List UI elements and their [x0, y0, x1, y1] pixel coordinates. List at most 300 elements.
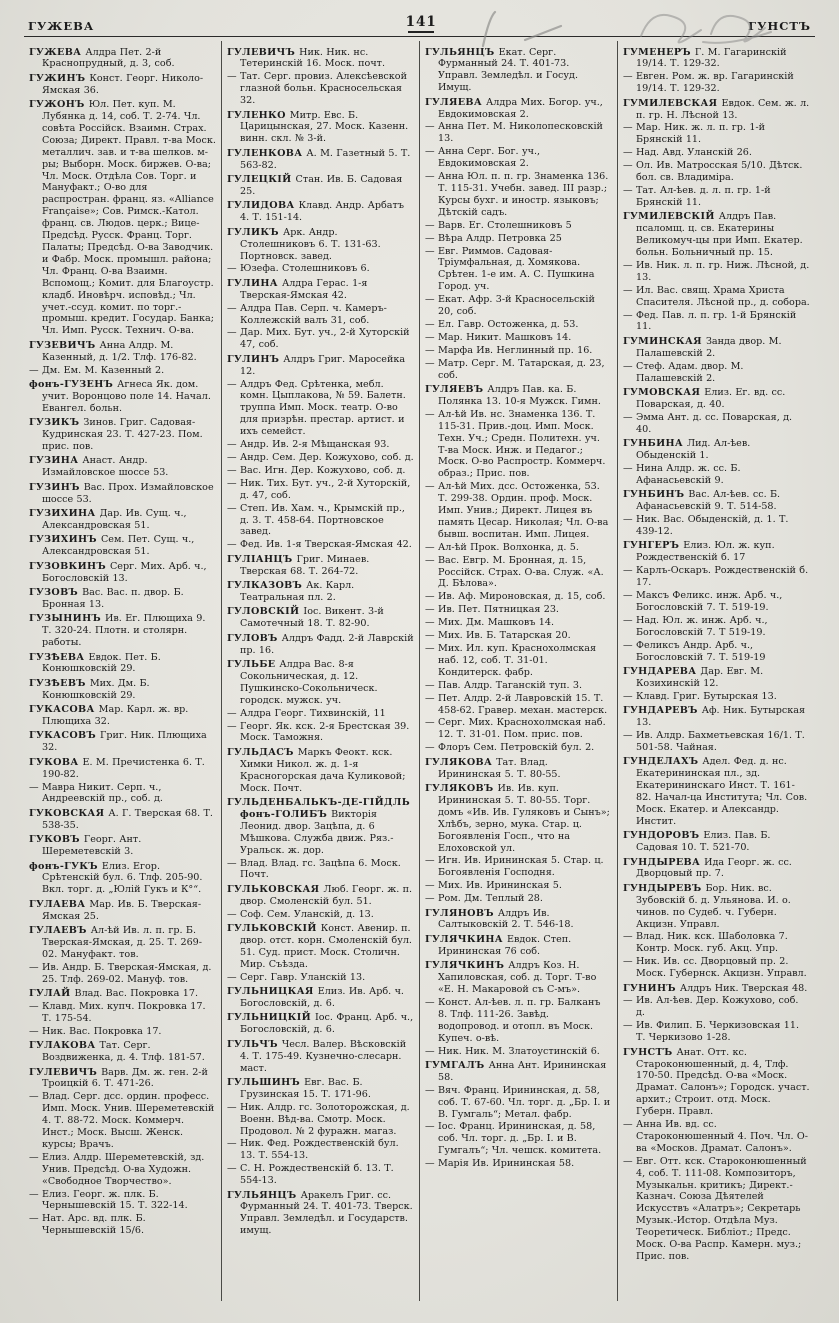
ditto-dash: — — [425, 591, 435, 603]
entry-surname: ГУЗОВЪ — [29, 586, 83, 598]
header-right-keyword: ГУНСТЪ — [748, 19, 811, 33]
directory-entry: — Флоръ Сем. Петровскій бул. 2. — [425, 742, 595, 754]
ditto-dash: — — [29, 1188, 39, 1200]
directory-entry: ГУЛАЕВЪ Ал-ѣй Ив. л. п. гр. Б. Тверская-Ямская, д. 25. Т. 269-02. Мануфакт. тов. — [29, 925, 203, 960]
directory-entry: — Екат. Афр. 3-й Красносельскій 20, соб. — [425, 294, 595, 318]
directory-entry: — Стеф. Адам. двор. М. Палашевскій 2. — [623, 360, 744, 384]
directory-column-4 — [617, 41, 815, 1301]
directory-entry: ГУЛЬНИЦКАЯ Елиз. Ив. Арб. ч. Богословскій, д. 6. — [227, 986, 404, 1009]
directory-entry: — Евген. Ром. ж. вр. Гагаринскій 19/14. Т. 129-32. — [623, 71, 794, 95]
ditto-dash: — — [425, 219, 435, 231]
ditto-dash: — — [623, 565, 633, 577]
directory-page — [24, 12, 815, 1301]
ditto-dash: — — [425, 357, 435, 369]
directory-columns — [24, 41, 815, 1301]
directory-entry: — Ник. Алдр. гс. Золоторожская, д. Военн. Вѣд-ва. Смотр. Моск. Продовол. № 2 фуражн. магаз. — [227, 1101, 410, 1137]
entry-surname: ГУКОВЪ — [29, 834, 84, 846]
ditto-dash: — — [425, 294, 435, 306]
ditto-dash: — — [29, 1151, 39, 1163]
directory-entry: ГУЛИКЪ Арк. Андр. Столешниковъ 6. Т. 131-63. Портновск. завед. — [227, 226, 381, 262]
ditto-dash: — — [29, 1213, 39, 1225]
directory-entry: — Серг. Мих. Краснохолмская наб. 12. Т. 31-01. Пом. прис. пов. — [425, 717, 606, 741]
directory-entry: ГУНДЫРЕВЪ Бор. Ник. вс. Зубовскій б. д. Ульянова. И. о. чинов. по Судеб. ч. Губерн. Акцизн. Управл. — [623, 882, 791, 930]
directory-entry: — Алдръ Фед. Срѣтенка, мебл. комн. Цыплакова, № 59. Балетн. труппа Имп. Моск. театр. О-во для призрѣн. престар. артист. и ихъ семейст. — [227, 378, 406, 438]
ditto-dash: — — [425, 245, 435, 257]
entry-surname: ГУКОВСКАЯ — [29, 807, 109, 819]
directory-entry: — Анна Пет. М. Николопесковскій 13. — [425, 121, 603, 145]
directory-entry: — Фед. Ив. 1-я Тверская-Ямская 42. — [227, 539, 412, 551]
directory-entry: — Ник. Ник. М. Златоустинскій 6. — [425, 1045, 600, 1057]
entry-surname: ГУНИНЪ — [623, 982, 680, 994]
ditto-dash: — — [227, 263, 237, 275]
directory-entry: — Вѣра Алдр. Петровка 25 — [425, 232, 562, 244]
entry-surname: ГУНСТЪ — [623, 1046, 677, 1058]
ditto-dash: — — [623, 462, 633, 474]
directory-entry: — Мих. Ил. куп. Краснохолмская наб. 12, соб. Т. 31-01. Кондитерск. фабр. — [425, 643, 597, 678]
directory-entry: ГУКОВА Е. М. Пречистенка 6. Т. 190-82. — [29, 756, 205, 780]
entry-surname: ГУЖЕВА — [29, 46, 86, 58]
directory-entry: — Степ. Ив. Хам. ч., Крымскій пр., д. 3. Т. 458-64. Портновское завед. — [227, 502, 405, 538]
entry-surname: ГУЛЕНКОВА — [227, 147, 307, 159]
ditto-dash: — — [29, 1025, 39, 1037]
entry-surname: ГУНДАРЕВЪ — [623, 705, 702, 717]
entry-surname: ГУЗИНА — [29, 455, 83, 467]
directory-entry: ГУЛЯЕВЪ Алдръ Пав. ка. Б. Полянка 13. 10-я Мужск. Гимн. — [425, 383, 601, 407]
ditto-dash: — — [623, 1119, 633, 1131]
entry-surname: ГУЛИКЪ — [227, 226, 283, 238]
ditto-dash: — — [227, 439, 237, 451]
directory-entry: — Анна Серг. Бог. уч., Евдокимовская 2. — [425, 146, 541, 170]
entry-surname: ГУЛЕНКО — [227, 109, 290, 121]
directory-entry: ГУМОВСКАЯ Елиз. Ег. вд. сс. Поварская, д. 40. — [623, 386, 786, 410]
entry-surname: ГУЛЕВИЧЪ — [29, 1066, 102, 1078]
directory-entry: ГУНБИНЪ Вас. Ал-ѣев. сс. Б. Афанасьевскій 9. Т. 514-58. — [623, 489, 781, 513]
directory-entry: — Андр. Ив. 2-я Мѣщанская 93. — [227, 439, 390, 451]
directory-entry: — Мар. Ник. ж. л. п. гр. 1-й Брянскій 11. — [623, 122, 766, 146]
directory-entry: — Алдра Пав. Серп. ч. Камеръ-Коллежскій валъ 31, соб. — [227, 302, 387, 326]
directory-entry: — Соф. Сем. Уланскій, д. 13. — [227, 908, 374, 920]
directory-column-2 — [221, 41, 419, 1301]
directory-entry: — Ром. Дм. Теплый 28. — [425, 893, 543, 905]
ditto-dash: — — [425, 679, 435, 691]
directory-entry: ГУЛЕЦКІЙ Стан. Ив. Б. Садовая 25. — [227, 174, 403, 197]
entry-surname: ГУЛИДОВА — [227, 200, 299, 212]
ditto-dash: — — [425, 1084, 435, 1096]
directory-entry: — Вяч. Франц. Ирининская, д. 58, соб. Т. 67-60. Чл. торг. д. „Бр. І. и В. Гумгаль“; Метал. фабр. — [425, 1084, 611, 1120]
directory-entry: — Марія Ив. Ирининская 58. — [425, 1158, 575, 1170]
ditto-dash: — — [623, 1155, 633, 1167]
ditto-dash: — — [227, 502, 237, 514]
entry-surname: ГУНБИНА — [623, 438, 688, 450]
ditto-dash: — — [425, 1158, 435, 1170]
directory-entry: — Георг. Як. кск. 2-я Брестская 39. Моск. Таможня. — [227, 720, 410, 744]
ditto-dash: — — [425, 617, 435, 629]
ditto-dash: — — [227, 1163, 237, 1175]
directory-entry: ГУЗОВКИНЪ Серг. Мих. Арб. ч., Богословскій 13. — [29, 560, 207, 584]
running-header — [24, 12, 815, 37]
entry-surname: ГУМОВСКАЯ — [623, 386, 705, 398]
directory-entry: — Елиз. Алдр. Шереметевскій, зд. Унив. Предсѣд. О-ва Художн. «Свободное Творчество». — [29, 1151, 205, 1187]
directory-entry: — Над. Авд. Уланскій 26. — [623, 147, 752, 159]
entry-surname: ГУЛІАНЦЪ — [227, 553, 297, 565]
directory-entry: — Анна Ив. вд. сс. Староконюшенный 4. Поч. Чл. О-ва «Москов. Драмат. Салонъ». — [623, 1119, 808, 1154]
directory-entry: — Влад. Ник. кск. Шаболовка 7. Контр. Моск. губ. Акц. Упр. — [623, 931, 788, 955]
directory-entry: ГУЛЬДЕНБАЛЬКЪ-ДЕ-ГІЙДЛЬ фонъ-ГОЛИБЪ Викторія Леонид. двор. Зацѣпа, д. 6 Мѣшкова. Служба движ. Ряз.-Уральск. ж. дор. — [227, 796, 410, 856]
ditto-dash: — — [425, 318, 435, 330]
directory-entry: ГУЛОВЪ Алдръ Фадд. 2-й Лаврскій пр. 16. — [227, 632, 414, 656]
entry-surname: ГУНДАРЕВА — [623, 665, 701, 677]
entry-surname: ГУЛЯНОВЪ — [425, 907, 498, 919]
ditto-dash: — — [623, 956, 633, 968]
entry-surname: ГУЗѢЕВЪ — [29, 677, 90, 689]
directory-entry: ГУНДЫРЕВА Ида Георг. ж. сс. Дворцовый пр. 7. — [623, 856, 792, 880]
ditto-dash: — — [425, 481, 435, 493]
directory-entry: ГУЖОНЪ Юл. Пет. куп. М. Лубянка д. 14, соб. Т. 2-74. Чл. совѣта Россійск. Взаимн. Страх. Союза; Директ. Правл. т-ва Моск. металлич. зав. и т-ва шелков. м-ры; Выборн. Моск. биржев. О-ва; Чл. Моск. Отдѣла Сов. Торг. и Мануфакт.; О-во для распростран. франц. яз. «Alliance Française»; Сов. Римск.-Катол. франц. св. Людов. церк.; Вице-Предсѣд. Русск. Франц. Торг. Палаты; Предсѣд. О-ва Заводчик. и Фабр. Моск. промышл. района; Чл. Франц. О-ва Взаимн. Вспомощ.; Комит. для Благоустр. кладб. Иновѣрч. исповѣд.; Чл. учет.-ссуд. комит. по торг.-промыш. кредит. Государ. Банка; Чл. Имп. Русск. Технич. О-ва. — [29, 99, 216, 337]
entry-surname: ГУКОВА — [29, 756, 83, 768]
directory-entry: — Мавра Никит. Серп. ч., Андреевскій пр., соб. д. — [29, 781, 163, 805]
ditto-dash: — — [227, 327, 237, 339]
ditto-dash: — — [425, 717, 435, 729]
directory-entry: — Нат. Арс. вд. плк. Б. Чернышевскій 15/6. — [29, 1213, 146, 1237]
directory-entry: ГУКОВЪ Георг. Ант. Шереметевскій 3. — [29, 834, 142, 858]
directory-entry: ГУНДАРЕВА Дар. Евг. М. Козихинскій 12. — [623, 665, 764, 689]
directory-entry: — Вас. Евгр. М. Бронная, д. 15, Россійск. Страх. О-ва. Служ. «А. Д. Бѣлова». — [425, 554, 604, 590]
directory-entry: — Ил. Вас. свящ. Храма Христа Спасителя. Лѣсной пр., д. собора. — [623, 284, 810, 308]
directory-entry: ГУЗИНЪ Вас. Прох. Измайловское шоссе 53. — [29, 481, 214, 505]
ditto-dash: — — [425, 1121, 435, 1133]
entry-surname: ГУЛЬБЕ — [227, 659, 280, 670]
directory-entry: — Ив. Ник. л. п. гр. Ниж. Лѣсной, д. 13. — [623, 259, 810, 283]
directory-entry: — Серг. Гавр. Уланскій 13. — [227, 971, 366, 983]
directory-entry: — Конст. Ал-ѣев. л. п. гр. Балканъ 8. Тлф. 111-26. Завѣд. водопровод. и отопл. въ Моск. Купеч. о-вѣ. — [425, 996, 601, 1044]
ditto-dash: — — [227, 477, 237, 489]
ditto-dash: — — [425, 1045, 435, 1057]
entry-surname: ГУЛЯЕВЪ — [425, 383, 488, 395]
directory-entry: ГУЛЕНКОВА А. М. Газетный 5. Т. 563-82. — [227, 147, 411, 171]
ditto-dash: — — [227, 707, 237, 719]
directory-entry: ГУЛЬКОВСКАЯ Люб. Георг. ж. п. двор. Смоленскій бул. 51. — [227, 883, 413, 907]
directory-entry: ГУНДАРЕВЪ Аф. Ник. Бутырская 13. — [623, 705, 806, 729]
ditto-dash: — — [227, 857, 237, 869]
entry-surname: ГУЛЬЯНЦЪ — [227, 1189, 301, 1201]
directory-entry: ГУМИНСКАЯ Занда двор. М. Палашевскій 2. — [623, 335, 782, 359]
entry-surname: ГУЛЯКОВЪ — [425, 782, 498, 794]
directory-entry: — Дм. Ем. М. Казенный 2. — [29, 364, 165, 376]
entry-surname: ГУЛЯЧКИНЪ — [425, 960, 509, 972]
directory-entry: ГУМИЛЕВСКІЙ Алдръ Пав. псаломщ. ц. св. Екатерины Великомуч-цы при Имп. Екатер. больн. Больничный пр. 15. — [623, 211, 803, 258]
entry-surname: ГУНБИНЪ — [623, 489, 689, 501]
ditto-dash: — — [623, 1020, 633, 1032]
entry-surname: ГУМИЛЕВСКАЯ — [623, 97, 722, 109]
entry-surname: ГУЛЬЧЪ — [227, 1038, 282, 1050]
entry-surname: ГУЛКАЗОВЪ — [227, 580, 307, 592]
entry-surname: ГУКАСОВЪ — [29, 730, 101, 742]
directory-entry: — Карлъ-Оскаръ. Рождественскій б. 17. — [623, 565, 809, 589]
entry-surname: ГУЖОНЪ — [29, 99, 89, 111]
entry-surname: ГУМГАЛЪ — [425, 1059, 489, 1071]
ditto-dash: — — [29, 781, 39, 793]
directory-entry: ГУКОВСКАЯ А. Г. Тверская 68. Т. 538-35. — [29, 807, 213, 831]
ditto-dash: — — [227, 539, 237, 551]
entry-surname: ГУЛЬКОВСКІЙ — [227, 923, 321, 935]
entry-surname: ГУЛЬЯНЦЪ — [425, 46, 499, 58]
entry-surname: ГУЛЯЧКИНА — [425, 933, 507, 945]
directory-entry: — Ив. Андр. Б. Тверская-Ямская, д. 25. Тлф. 269-02. Мануф. тов. — [29, 961, 212, 985]
directory-entry: — Ив. Алдр. Бахметьевская 16/1. Т. 501-58. Чайная. — [623, 729, 805, 753]
ditto-dash: — — [425, 692, 435, 704]
entry-surname: ГУЛЬКОВСКАЯ — [227, 883, 324, 895]
directory-entry: фонъ-ГУКЪ Елиз. Егор. Срѣтенскій бул. 6. Тлф. 205-90. Вкл. торг. д. „Юлій Гукъ и К°“. — [29, 860, 203, 896]
ditto-dash: — — [425, 121, 435, 133]
directory-entry: ГУЛЬКОВСКІЙ Конст. Авенир. п. двор. отст. корн. Смоленскій бул. 51. Суд. прист. Моск. Столичн. Мир. Съѣзда. — [227, 923, 412, 970]
entry-surname: ГУМИНСКАЯ — [623, 335, 706, 347]
directory-entry: ГУЗИХИНЪ Сем. Пет. Сущ. ч., Александровская 51. — [29, 534, 195, 558]
directory-entry: — Нина Алдр. ж. сс. Б. Афанасьевскій 9. — [623, 462, 741, 486]
entry-surname: ГУЛЬНИЦКАЯ — [227, 986, 318, 998]
entry-surname: ГУЛЯКОВА — [425, 756, 497, 768]
directory-entry: — Клавд. Мих. купч. Покровка 17. Т. 175-54. — [29, 1000, 206, 1024]
directory-entry: — Евг. Отт. кск. Староконюшенный 4, соб. Т. 111-08. Композиторъ, Музыкальн. критикъ; Директ.-Казнач. Союза Дѣятелей Искусствъ «Алатръ»; Секретарь Музык.-Истор. Отдѣла Муз. Теоретическ. Библіот.; Предс. Моск. О-ва Распр. Камерн. муз.; Прис. пов. — [623, 1155, 807, 1262]
entry-surname: ГУМИЛЕВСКІЙ — [623, 211, 719, 223]
directory-entry: — Ол. Ив. Матросская 5/10. Дѣтск. бол. св. Владиміра. — [623, 160, 803, 184]
directory-entry: ГУЛАЕВА Мар. Ив. Б. Тверская-Ямская 25. — [29, 898, 202, 922]
ditto-dash: — — [227, 720, 237, 732]
entry-surname: ГУЗЫНИНЪ — [29, 613, 106, 625]
ditto-dash: — — [29, 364, 39, 376]
directory-entry: — Тат. Ал-ѣев. д. л. п. гр. 1-й Брянскій 11. — [623, 184, 771, 208]
ditto-dash: — — [227, 971, 237, 983]
directory-entry: ГУЛЕНКО Митр. Евс. Б. Царицынская, 27. Моск. Казенн. винн. скл. № 3-й. — [227, 109, 409, 145]
entry-surname: ГУЛОВЪ — [227, 632, 282, 644]
directory-entry: ГУЛИНЪ Алдръ Григ. Маросейка 12. — [227, 353, 406, 377]
entry-surname: ГУЛАЕВА — [29, 898, 90, 910]
directory-entry: ГУЛІАНЦЪ Григ. Минаев. Тверская 68. Т. 264-72. — [227, 553, 370, 577]
entry-surname: фонъ-ГУЗЕНЪ — [29, 378, 118, 390]
directory-entry: ГУНДОРОВЪ Елиз. Пав. Б. Садовая 10. Т. 521-70. — [623, 830, 771, 854]
entry-surname: ГУЗОВКИНЪ — [29, 560, 110, 572]
directory-entry: — Матр. Серг. М. Татарская, д. 23, соб. — [425, 357, 605, 381]
directory-entry: — Пет. Алдр. 2-й Лавровскій 15. Т. 458-62. Гравер. механ. мастерск. — [425, 692, 608, 716]
directory-entry: — Юзефа. Столешниковъ 6. — [227, 263, 370, 275]
directory-entry: ГУЖЕВА Алдра Пет. 2-й Краснопрудный, д. 3, соб. — [29, 46, 175, 70]
directory-entry: ГУМГАЛЪ Анна Ант. Ирининская 58. — [425, 1059, 607, 1083]
directory-entry: ГУЛЬШИНЪ Евг. Вас. Б. Грузинская 15. Т. 171-96. — [227, 1076, 371, 1100]
directory-entry: — Эмма Ант. д. сс. Поварская, д. 40. — [623, 411, 793, 435]
directory-column-3 — [419, 41, 617, 1301]
ditto-dash: — — [623, 995, 633, 1007]
directory-entry: — Елиз. Георг. ж. плк. Б. Чернышевскій 15. Т. 322-14. — [29, 1188, 188, 1212]
ditto-dash: — — [425, 554, 435, 566]
ditto-dash: — — [425, 643, 435, 654]
directory-entry: ГУНГЕРЪ Елиз. Юл. ж. куп. Рождественскій б. 17 — [623, 540, 775, 564]
directory-entry: ГУЛАЙ Влад. Вас. Покровка 17. — [29, 988, 199, 1000]
directory-entry: — Мих. Ив. Б. Татарская 20. — [425, 630, 571, 642]
directory-entry: — Вас. Игн. Дер. Кожухово, соб. д. — [227, 464, 406, 476]
directory-entry: — Ник. Ив. сс. Дворцовый пр. 2. Моск. Губернск. Акцизн. Управл. — [623, 956, 807, 980]
directory-entry: ГУЛОВСКІЙ Іос. Викент. 3-й Самотечный 18. Т. 82-90. — [227, 606, 384, 630]
ditto-dash: — — [425, 331, 435, 343]
directory-entry: ГУЛЬБЕ Алдра Вас. 8-я Сокольническая, д. 12. Пушкинско-Сокольническ. городск. мужск. уч. — [227, 659, 378, 706]
entry-surname: ГУЗЕВИЧЪ — [29, 339, 100, 351]
ditto-dash: — — [425, 742, 435, 754]
directory-entry: ГУЗЕВИЧЪ Анна Алдр. М. Казенный, д. 1/2. Тлф. 176-82. — [29, 339, 197, 363]
entry-surname: ГУНДОРОВЪ — [623, 830, 704, 842]
directory-entry: ГУНДЕЛАХЪ Адел. Фед. д. нс. Екатерининская пл., зд. Екатерининскаго Инст. Т. 161-82. Начал-ца Института; Чл. Сов. Моск. Екатер. и Александр. Инстит. — [623, 756, 808, 827]
directory-entry: ГУЛЬЧЪ Чесл. Валер. Вѣсковскій 4. Т. 175-49. Кузнечно-слесарн. маст. — [227, 1038, 407, 1074]
directory-entry: — Ел. Гавр. Остоженка, д. 53. — [425, 318, 579, 330]
directory-entry: — Алдра Георг. Тихвинскій, 11 — [227, 707, 386, 719]
directory-entry: — Марфа Ив. Неглинный пр. 16. — [425, 344, 593, 356]
entry-surname: ГУЛИНА — [227, 277, 282, 289]
ditto-dash: — — [623, 729, 633, 741]
directory-entry: — Фед. Пав. л. п. гр. 1-й Брянскій 11. — [623, 309, 797, 333]
entry-surname: ГУЛАКОВА — [29, 1040, 100, 1052]
entry-surname: ГУМЕНЕРЪ — [623, 46, 695, 58]
entry-surname: ГУЗИХИНЪ — [29, 534, 101, 546]
directory-entry: ГУЗИХИНА Дар. Ив. Сущ. ч., Александровская 51. — [29, 508, 187, 531]
entry-surname: ГУЗИКЪ — [29, 417, 84, 429]
ditto-dash: — — [425, 630, 435, 642]
directory-entry: — Варв. Ег. Столешниковъ 5 — [425, 219, 572, 231]
ditto-dash: — — [227, 1101, 237, 1113]
ditto-dash: — — [425, 996, 435, 1008]
directory-entry: ГУЗИНА Анаст. Андр. Измайловское шоссе 53. — [29, 455, 169, 479]
directory-entry: — Ал-ѣй Прок. Волхонка, д. 5. — [425, 541, 579, 553]
directory-entry: — Ив. Ал-ѣев. Дер. Кожухово, соб. д. — [623, 995, 799, 1019]
directory-entry: — Дар. Мих. Бут. уч., 2-й Хуторскій 47, соб. — [227, 327, 410, 351]
directory-entry: ГУНБИНА Лид. Ал-ѣев. Обыденскій 1. — [623, 438, 751, 461]
entry-surname: фонъ-ГУКЪ — [29, 860, 102, 872]
ditto-dash: — — [623, 690, 633, 702]
directory-entry: — Феликсъ Андр. Арб. ч., Богословскій 7. Т. 519-19 — [623, 639, 766, 663]
directory-entry: — Максъ Феликс. инж. Арб. ч., Богословскій 7. Т. 519-19. — [623, 589, 783, 613]
directory-entry: — Евг. Риммов. Садовая-Тріумфальная, д. Хомякова. Срѣтен. 1-е им. А. С. Пушкина Город. уч. — [425, 245, 595, 293]
directory-entry: — Андр. Сем. Дер. Кожухово, соб. д. — [227, 452, 414, 463]
directory-entry: ГУНСТЪ Анат. Отт. кс. Староконюшенный, д. 4, Тлф. 170-50. Предсѣд. О-ва «Моск. Драмат. Салонъ»; Городск. участ. архит.; Строит. отд. Моск. Губерн. Правл. — [623, 1046, 810, 1118]
entry-surname: ГУЛЕВИЧЪ — [227, 46, 300, 58]
ditto-dash: — — [29, 1000, 39, 1012]
directory-entry: — Іос. Франц. Ирининская, д. 58, соб. Чл. торг. д. „Бр. І. и В. Гумгалъ“; Чл. чешск. комитета. — [425, 1121, 602, 1157]
entry-surname: ГУНДЫРЕВА — [623, 856, 705, 868]
entry-surname: ГУЗѢЕВА — [29, 651, 89, 663]
ditto-dash: — — [29, 961, 39, 973]
ditto-dash: — — [425, 146, 435, 158]
entry-surname: ГУЛАЕВЪ — [29, 925, 91, 937]
directory-entry: — Над. Юл. ж. инж. Арб. ч., Богословскій 7. Т 519-19. — [623, 614, 768, 638]
directory-entry: — Ал-ѣй Ив. нс. Знаменка 136. Т. 115-31. Прив.-доц. Имп. Моск. Техн. Уч.; Средн. Политехн. уч. Т-ва Моск. Инж. и Педагог.; Моск. О-во Распростр. Коммерч. образ.; Прис. пов. — [425, 408, 606, 480]
entry-surname: ГУЛЕЦКІЙ — [227, 174, 296, 186]
ditto-dash: — — [623, 360, 633, 372]
directory-entry: — Ник. Фед. Рождественскій бул. 13. Т. 554-13. — [227, 1138, 399, 1162]
directory-entry: ГУЛЬНИЦКІЙ Іос. Франц. Арб. ч., Богословскій, д. 6. — [227, 1012, 414, 1036]
directory-entry: ГУЛЕВИЧЪ Варв. Дм. ж. ген. 2-й Троицкій 6. Т. 471-26. — [29, 1066, 208, 1090]
directory-entry: — Ник. Тих. Бут. уч., 2-й Хуторскій, д. 47, соб. — [227, 477, 411, 501]
ditto-dash: — — [623, 589, 633, 601]
ditto-dash: — — [425, 344, 435, 356]
entry-surname: ГУЛИНЪ — [227, 353, 284, 365]
ditto-dash: — — [623, 122, 633, 134]
page-number: 141 — [406, 14, 437, 33]
directory-entry: ГУЛЯКОВЪ Ив. Ив. куп. Ирининская 5. Т. 80-55. Торг. домъ «Ив. Ив. Гуляковъ и Сынъ»; Хлѣбъ, зерно, мука. Стар. ц. Богоявленія Госп., что на Елоховской ул. — [425, 782, 610, 854]
entry-surname: ГУНДЫРЕВЪ — [623, 882, 706, 894]
directory-entry: ГУКАСОВЪ Григ. Ник. Плющиха 32. — [29, 730, 207, 754]
directory-entry: — Влад. Влад. гс. Зацѣпа 6. Моск. Почт. — [227, 857, 401, 881]
directory-entry: — С. Н. Рождественскій б. 13. Т. 554-13. — [227, 1163, 394, 1187]
ditto-dash: — — [425, 604, 435, 616]
ditto-dash: — — [425, 541, 435, 553]
ditto-dash: — — [623, 160, 633, 172]
directory-column-1 — [24, 41, 221, 1301]
directory-entry: — Анна Юл. п. п. гр. Знаменка 136. Т. 115-31. Учебн. завед. III разр.; Курсы бухг. и иностр. языковъ; Дѣтскій садъ. — [425, 171, 609, 218]
ditto-dash: — — [623, 411, 633, 423]
directory-entry: ГУЛЯЧКИНЪ Алдръ Коз. Н. Хапиловская, соб. д. Торг. Т-во «Е. Н. Макаровой съ С-мъ». — [425, 960, 597, 995]
ditto-dash: — — [425, 855, 435, 867]
directory-entry: ГУЗѢЕВА Евдок. Пет. Б. Конюшковскій 29. — [29, 651, 161, 675]
ditto-dash: — — [623, 259, 633, 271]
directory-entry: ГУЛЯЧКИНА Евдок. Степ. Ирининская 76 соб. — [425, 933, 572, 957]
directory-entry: ГУЛИДОВА Клавд. Андр. Арбатъ 4. Т. 151-14. — [227, 200, 404, 224]
directory-entry: ГУМЕНЕРЪ Г. М. Гагаринскій 19/14. Т. 129-32. — [623, 46, 787, 70]
entry-surname: ГУЛОВСКІЙ — [227, 606, 304, 618]
ditto-dash: — — [227, 378, 237, 390]
directory-entry: ГУЛЬЯНЦЪ Аракелъ Григ. сс. Фурманный 24. Т. 401-73. Тверск. Управл. Земледѣл. и Государств. имущ. — [227, 1189, 413, 1237]
directory-entry: ГУЛЬЯНЦЪ Екат. Серг. Фурманный 24. Т. 401-73. Управл. Земледѣл. и Госуд. Имущ. — [425, 46, 579, 94]
entry-surname: ГУНГЕРЪ — [623, 540, 684, 552]
ditto-dash: — — [623, 184, 633, 196]
directory-entry: — Игн. Ив. Ирининская 5. Стар. ц. Богоявленія Господня. — [425, 855, 604, 879]
ditto-dash: — — [623, 931, 633, 943]
entry-surname: ГУЛЬДАСЪ — [227, 746, 298, 758]
directory-entry: ГУКАСОВА Мар. Карл. ж. вр. Плющиха 32. — [29, 704, 189, 728]
directory-entry: — Клавд. Григ. Бутырская 13. — [623, 690, 777, 702]
directory-entry: — Влад. Серг. дсс. ордин. професс. Имп. Моск. Унив. Шереметевскій 4. Т. 88-72. Моск. Коммерч. Инст.; Моск. Высш. Женск. курсы; Врачъ. — [29, 1091, 215, 1150]
ditto-dash: — — [227, 1138, 237, 1150]
ditto-dash: — — [623, 71, 633, 83]
directory-entry: ГУЛЬДАСЪ Маркъ Феокт. кск. Химки Никол. ж. д. 1-я Красногорская дача Куликовой; Моск. Почт. — [227, 746, 406, 794]
header-left-keyword: ГУЖЕВА — [28, 19, 95, 33]
directory-entry: — Ив. Аф. Мироновская, д. 15, соб. — [425, 591, 606, 603]
directory-entry: ГУЖИНЪ Конст. Георг. Николо-Ямская 36. — [29, 72, 204, 96]
ditto-dash: — — [623, 514, 633, 526]
entry-surname: ГУЗИХИНА — [29, 508, 100, 520]
directory-entry: ГУЗОВЪ Вас. Вас. п. двор. Б. Бронная 13. — [29, 586, 184, 610]
ditto-dash: — — [227, 71, 237, 83]
ditto-dash: — — [29, 1091, 39, 1103]
directory-entry: ГУЛЯЕВА Алдра Мих. Богор. уч., Евдокимовская 2. — [425, 96, 603, 120]
entry-surname: ГУЖИНЪ — [29, 72, 90, 84]
directory-entry: ГУМИЛЕВСКАЯ Евдок. Сем. ж. л. п. гр. Н. Лѣсной 13. — [623, 97, 810, 121]
directory-entry: — Ал-ѣй Мих. дсс. Остоженка, 53. Т. 299-38. Ордин. проф. Моск. Имп. Унив.; Директ. Лицея въ память Цесар. Николая; Чл. О-ва бывш. воспитан. Имп. Лицея. — [425, 481, 609, 540]
ditto-dash: — — [425, 893, 435, 905]
directory-entry: ГУЛИНА Алдра Герас. 1-я Тверская-Ямская 42. — [227, 277, 368, 301]
entry-surname: ГУКАСОВА — [29, 704, 99, 716]
entry-surname: ГУЛЬДЕНБАЛЬКЪ-ДЕ-ГІЙДЛЬ фонъ-ГОЛИБЪ — [227, 796, 410, 820]
directory-entry: ГУЛАКОВА Тат. Серг. Воздвиженка, д. 4. Тлф. 181-57. — [29, 1040, 205, 1064]
ditto-dash: — — [425, 232, 435, 244]
directory-entry: — Мар. Никит. Машковъ 14. — [425, 331, 572, 343]
ditto-dash: — — [623, 614, 633, 626]
entry-surname: ГУЛЯЕВА — [425, 96, 487, 108]
entry-surname: ГУЛЬШИНЪ — [227, 1076, 305, 1088]
ditto-dash: — — [227, 452, 237, 463]
ditto-dash: — — [227, 464, 237, 476]
ditto-dash: — — [623, 639, 633, 651]
directory-entry: — Ник. Вас. Обыденскій, д. 1. Т. 439-12. — [623, 514, 789, 537]
ditto-dash: — — [227, 908, 237, 920]
ditto-dash: — — [623, 147, 633, 159]
directory-entry: — Пав. Алдр. Таганскій туп. 3. — [425, 679, 583, 691]
directory-entry: — Тат. Серг. провиз. Алексѣевской глазной больн. Красносельская 32. — [227, 71, 407, 107]
